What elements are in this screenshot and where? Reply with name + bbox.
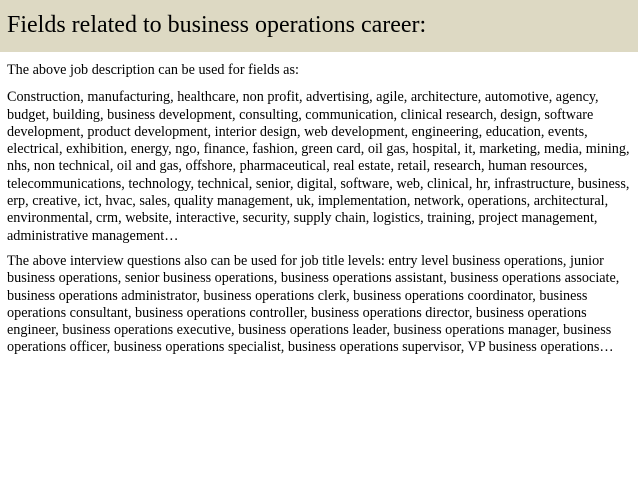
page-title: Fields related to business operations career:: [7, 12, 427, 38]
fields-paragraph: Construction, manufacturing, healthcare, non profit, advertising, agile, architecture, automotive, agency, budget, building, business development, consulting, communication, clinical research, design, software development, product development, interior design, web development, engineering, education, events, electrical, exhibition, energy, ngo, finance, fashion, green card, oil gas, hospital, it, marketing, media, mining, nhs, non technical, oil and gas, offshore, pharmaceutical, real estate, retail, research, human resources, telecommunications, technology, technical, senior, digital, software, web, clinical, hr, infrastructure, business, erp, creative, ict, hvac, sales, quality management, uk, implementation, network, operations, architectural, environmental, crm, website, interactive, security, supply chain, logistics, training, project management, administrative management…: [7, 89, 630, 244]
intro-text: The above job description can be used for fields as:: [7, 62, 299, 78]
slide-body: [7, 62, 633, 365]
title-bar: [0, 0, 638, 52]
job-titles-paragraph: The above interview questions also can be used for job title levels: entry level business operations, junior business operations, senior business operations, business operations assistant, business operations associate, business operations administrator, business operations clerk, business operations coordinator, business operations consultant, business operations controller, business operations director, business operations engineer, business operations executive, business operations leader, business operations manager, business operations officer, business operations specialist, business operations supervisor, VP business operations…: [7, 252, 620, 356]
